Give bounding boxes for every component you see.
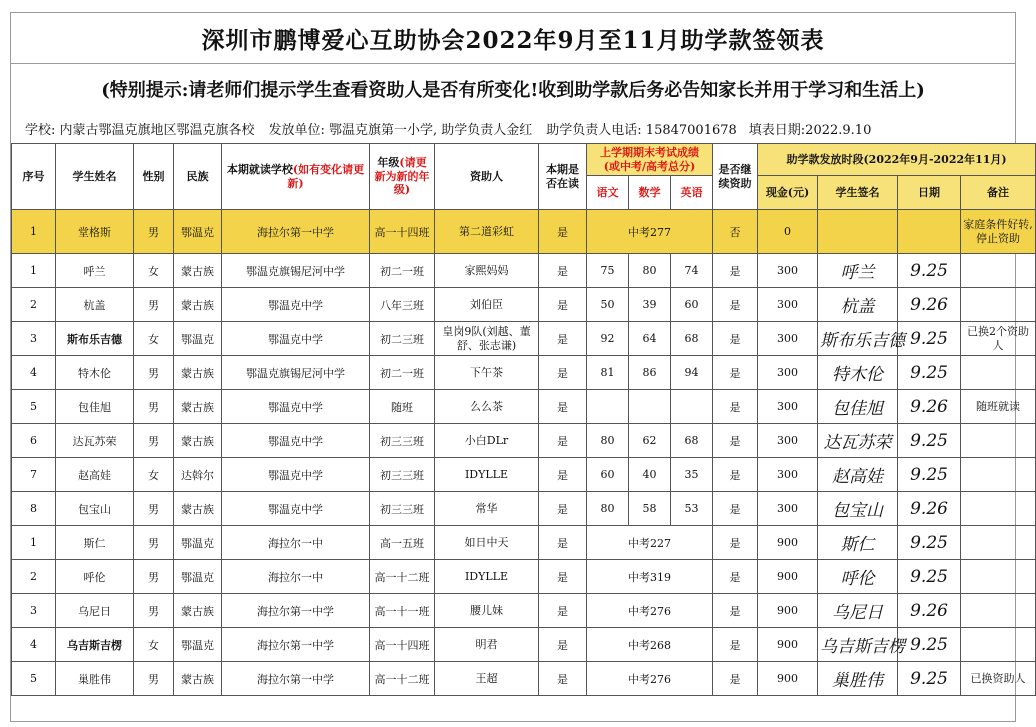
cell-score-total: 中考268 bbox=[587, 628, 713, 662]
cell-continue: 是 bbox=[713, 288, 758, 322]
cell-school: 海拉尔一中 bbox=[222, 526, 370, 560]
cell-school: 海拉尔一中 bbox=[222, 560, 370, 594]
cell-ethnic: 蒙古族 bbox=[174, 356, 222, 390]
sign-sheet bbox=[10, 12, 1033, 722]
cell-name: 特木伦 bbox=[56, 356, 134, 390]
cell-enrolled: 是 bbox=[539, 628, 587, 662]
cell-seq: 3 bbox=[12, 322, 56, 356]
cell-grade: 随班 bbox=[370, 390, 435, 424]
cell-ethnic: 鄂温克 bbox=[174, 560, 222, 594]
notice-row bbox=[11, 69, 1015, 109]
cell-continue: 是 bbox=[713, 560, 758, 594]
cell-signature: 呼伦 bbox=[818, 560, 898, 594]
cell-sponsor: 家熙妈妈 bbox=[435, 254, 539, 288]
cell-ethnic: 蒙古族 bbox=[174, 288, 222, 322]
cell-continue: 是 bbox=[713, 594, 758, 628]
cell-continue: 是 bbox=[713, 526, 758, 560]
cell-score-english: 53 bbox=[671, 492, 713, 526]
cell-remark: 随班就读 bbox=[961, 390, 1036, 424]
cell-remark: 已换资助人 bbox=[961, 662, 1036, 696]
cell-score-english: 35 bbox=[671, 458, 713, 492]
cell-continue: 否 bbox=[713, 210, 758, 254]
cell-grade: 初二一班 bbox=[370, 356, 435, 390]
cell-name: 包宝山 bbox=[56, 492, 134, 526]
cell-school: 鄂温克旗锡尼河中学 bbox=[222, 254, 370, 288]
cell-score-total: 中考277 bbox=[587, 210, 713, 254]
cell-score-math: 64 bbox=[629, 322, 671, 356]
cell-sign-date: 9.25 bbox=[898, 628, 961, 662]
cell-sponsor: 刘伯臣 bbox=[435, 288, 539, 322]
cell-remark bbox=[961, 526, 1036, 560]
cell-sign-date: 9.26 bbox=[898, 390, 961, 424]
cell-gender: 男 bbox=[134, 390, 174, 424]
cell-name: 堂格斯 bbox=[56, 210, 134, 254]
school-info: 学校: 内蒙古鄂温克旗地区鄂温克旗各校 bbox=[25, 122, 255, 138]
cell-seq: 2 bbox=[12, 288, 56, 322]
cell-score-english: 68 bbox=[671, 424, 713, 458]
student-table bbox=[11, 143, 1036, 696]
cell-continue: 是 bbox=[713, 390, 758, 424]
header-remark: 备注 bbox=[961, 176, 1036, 210]
cell-remark bbox=[961, 628, 1036, 662]
cell-cash: 900 bbox=[758, 662, 818, 696]
cell-gender: 男 bbox=[134, 560, 174, 594]
cell-sponsor: IDYLLE bbox=[435, 458, 539, 492]
cell-gender: 男 bbox=[134, 210, 174, 254]
cell-enrolled: 是 bbox=[539, 210, 587, 254]
cell-cash: 300 bbox=[758, 492, 818, 526]
cell-school: 海拉尔第一中学 bbox=[222, 662, 370, 696]
cell-cash: 900 bbox=[758, 628, 818, 662]
cell-grade: 初二一班 bbox=[370, 254, 435, 288]
cell-school: 鄂温克中学 bbox=[222, 458, 370, 492]
cell-ethnic: 鄂温克 bbox=[174, 526, 222, 560]
cell-ethnic: 蒙古族 bbox=[174, 492, 222, 526]
cell-cash: 900 bbox=[758, 526, 818, 560]
cell-score-chinese: 60 bbox=[587, 458, 629, 492]
cell-enrolled: 是 bbox=[539, 492, 587, 526]
cell-sponsor: 皇岗9队(刘越、董舒、张志谦) bbox=[435, 322, 539, 356]
cell-enrolled: 是 bbox=[539, 594, 587, 628]
header-school-note: (如有变化请更新) bbox=[287, 162, 365, 190]
cell-name: 呼兰 bbox=[56, 254, 134, 288]
cell-ethnic: 蒙古族 bbox=[174, 424, 222, 458]
cell-seq: 1 bbox=[12, 526, 56, 560]
cell-score-total: 中考276 bbox=[587, 594, 713, 628]
cell-sponsor: 下午茶 bbox=[435, 356, 539, 390]
cell-seq: 4 bbox=[12, 628, 56, 662]
cell-ethnic: 鄂温克 bbox=[174, 210, 222, 254]
cell-enrolled: 是 bbox=[539, 424, 587, 458]
cell-ethnic: 蒙古族 bbox=[174, 390, 222, 424]
cell-ethnic: 蒙古族 bbox=[174, 594, 222, 628]
cell-remark bbox=[961, 288, 1036, 322]
cell-grade: 初三三班 bbox=[370, 424, 435, 458]
header-scores bbox=[587, 144, 713, 176]
cell-school: 海拉尔第一中学 bbox=[222, 628, 370, 662]
cell-sponsor: 常华 bbox=[435, 492, 539, 526]
cell-name: 斯布乐吉德 bbox=[56, 322, 134, 356]
cell-name: 达瓦苏荣 bbox=[56, 424, 134, 458]
cell-remark bbox=[961, 560, 1036, 594]
cell-seq: 4 bbox=[12, 356, 56, 390]
header-signature: 学生签名 bbox=[818, 176, 898, 210]
header-grade bbox=[370, 144, 435, 210]
cell-enrolled: 是 bbox=[539, 458, 587, 492]
cell-seq: 1 bbox=[12, 254, 56, 288]
cell-cash: 300 bbox=[758, 254, 818, 288]
cell-gender: 男 bbox=[134, 424, 174, 458]
cell-sign-date: 9.25 bbox=[898, 356, 961, 390]
table-row bbox=[12, 628, 1036, 662]
cell-sponsor: 明君 bbox=[435, 628, 539, 662]
table-row bbox=[12, 390, 1036, 424]
header-period: 助学款发放时段(2022年9月-2022年11月) bbox=[758, 144, 1036, 176]
cell-seq: 6 bbox=[12, 424, 56, 458]
cell-name: 乌尼日 bbox=[56, 594, 134, 628]
cell-cash: 300 bbox=[758, 288, 818, 322]
special-notice: (特别提示:请老师们提示学生查看资助人是否有所变化!收到助学款后务必告知家长并用于学习和生活上) bbox=[101, 80, 925, 101]
table-row bbox=[12, 356, 1036, 390]
cell-grade: 初二三班 bbox=[370, 322, 435, 356]
cell-seq: 5 bbox=[12, 662, 56, 696]
cell-seq: 5 bbox=[12, 390, 56, 424]
cell-sponsor: 如日中天 bbox=[435, 526, 539, 560]
header-cash: 现金(元) bbox=[758, 176, 818, 210]
cell-seq: 1 bbox=[12, 210, 56, 254]
cell-signature: 包宝山 bbox=[818, 492, 898, 526]
cell-continue: 是 bbox=[713, 492, 758, 526]
cell-score-math: 40 bbox=[629, 458, 671, 492]
header-scores-note: (或中考/高考总分) bbox=[603, 159, 696, 173]
cell-sign-date: 9.26 bbox=[898, 288, 961, 322]
cell-grade: 高一十四班 bbox=[370, 628, 435, 662]
cell-score-chinese: 80 bbox=[587, 424, 629, 458]
cell-remark bbox=[961, 356, 1036, 390]
cell-score-english: 74 bbox=[671, 254, 713, 288]
issuer-info: 发放单位: 鄂温克旗第一小学, 助学负责人金红 bbox=[268, 122, 533, 138]
cell-sponsor: 么么茶 bbox=[435, 390, 539, 424]
header-name: 学生姓名 bbox=[56, 144, 134, 210]
cell-continue: 是 bbox=[713, 458, 758, 492]
cell-score-english bbox=[671, 390, 713, 424]
header-english: 英语 bbox=[671, 176, 713, 210]
table-row bbox=[12, 322, 1036, 356]
cell-ethnic: 蒙古族 bbox=[174, 662, 222, 696]
cell-score-math: 80 bbox=[629, 254, 671, 288]
cell-grade: 高一十四班 bbox=[370, 210, 435, 254]
cell-score-chinese: 80 bbox=[587, 492, 629, 526]
cell-gender: 女 bbox=[134, 628, 174, 662]
cell-cash: 300 bbox=[758, 390, 818, 424]
cell-gender: 男 bbox=[134, 356, 174, 390]
cell-seq: 2 bbox=[12, 560, 56, 594]
cell-continue: 是 bbox=[713, 254, 758, 288]
cell-gender: 男 bbox=[134, 662, 174, 696]
cell-signature: 包佳旭 bbox=[818, 390, 898, 424]
cell-sponsor: 王超 bbox=[435, 662, 539, 696]
cell-cash: 300 bbox=[758, 458, 818, 492]
cell-remark bbox=[961, 254, 1036, 288]
cell-score-total: 中考319 bbox=[587, 560, 713, 594]
cell-sponsor: 腰儿妹 bbox=[435, 594, 539, 628]
page-title: 深圳市鹏博爱心互助协会2022年9月至11月助学款签领表 bbox=[201, 26, 825, 54]
cell-name: 巢胜伟 bbox=[56, 662, 134, 696]
cell-gender: 男 bbox=[134, 492, 174, 526]
cell-signature: 巢胜伟 bbox=[818, 662, 898, 696]
header-school bbox=[222, 144, 370, 210]
cell-score-chinese: 81 bbox=[587, 356, 629, 390]
cell-remark bbox=[961, 424, 1036, 458]
cell-enrolled: 是 bbox=[539, 254, 587, 288]
cell-grade: 初三三班 bbox=[370, 458, 435, 492]
table-row bbox=[12, 594, 1036, 628]
cell-enrolled: 是 bbox=[539, 526, 587, 560]
cell-continue: 是 bbox=[713, 628, 758, 662]
cell-signature: 杭盖 bbox=[818, 288, 898, 322]
cell-signature bbox=[818, 210, 898, 254]
cell-score-chinese bbox=[587, 390, 629, 424]
cell-school: 鄂温克中学 bbox=[222, 288, 370, 322]
header-seq: 序号 bbox=[12, 144, 56, 210]
table-row bbox=[12, 210, 1036, 254]
cell-score-english: 94 bbox=[671, 356, 713, 390]
cell-signature: 乌尼日 bbox=[818, 594, 898, 628]
cell-seq: 7 bbox=[12, 458, 56, 492]
cell-sign-date bbox=[898, 210, 961, 254]
cell-score-math: 62 bbox=[629, 424, 671, 458]
table-row bbox=[12, 458, 1036, 492]
cell-name: 赵高娃 bbox=[56, 458, 134, 492]
cell-remark bbox=[961, 594, 1036, 628]
cell-gender: 女 bbox=[134, 254, 174, 288]
cell-signature: 呼兰 bbox=[818, 254, 898, 288]
cell-sign-date: 9.25 bbox=[898, 458, 961, 492]
cell-score-math bbox=[629, 390, 671, 424]
cell-sponsor: IDYLLE bbox=[435, 560, 539, 594]
cell-cash: 300 bbox=[758, 322, 818, 356]
cell-remark bbox=[961, 458, 1036, 492]
cell-continue: 是 bbox=[713, 322, 758, 356]
cell-cash: 900 bbox=[758, 594, 818, 628]
cell-score-total: 中考227 bbox=[587, 526, 713, 560]
table-row bbox=[12, 560, 1036, 594]
cell-sign-date: 9.25 bbox=[898, 662, 961, 696]
cell-enrolled: 是 bbox=[539, 662, 587, 696]
cell-school: 鄂温克中学 bbox=[222, 390, 370, 424]
table-row bbox=[12, 526, 1036, 560]
header-ethnic: 民族 bbox=[174, 144, 222, 210]
cell-cash: 0 bbox=[758, 210, 818, 254]
table-row bbox=[12, 662, 1036, 696]
cell-gender: 女 bbox=[134, 322, 174, 356]
table-row bbox=[12, 424, 1036, 458]
cell-gender: 男 bbox=[134, 594, 174, 628]
cell-signature: 斯仁 bbox=[818, 526, 898, 560]
cell-grade: 八年三班 bbox=[370, 288, 435, 322]
cell-gender: 男 bbox=[134, 526, 174, 560]
header-math: 数学 bbox=[629, 176, 671, 210]
cell-school: 海拉尔第一中学 bbox=[222, 594, 370, 628]
cell-ethnic: 达斡尔 bbox=[174, 458, 222, 492]
phone-info: 助学负责人电话: 15847001678 bbox=[546, 122, 737, 138]
cell-sign-date: 9.25 bbox=[898, 526, 961, 560]
title-row bbox=[11, 13, 1015, 64]
cell-remark: 家庭条件好转,停止资助 bbox=[961, 210, 1036, 254]
cell-enrolled: 是 bbox=[539, 560, 587, 594]
cell-ethnic: 鄂温克 bbox=[174, 628, 222, 662]
header-date: 日期 bbox=[898, 176, 961, 210]
cell-sign-date: 9.26 bbox=[898, 492, 961, 526]
cell-signature: 斯布乐吉德 bbox=[818, 322, 898, 356]
cell-score-chinese: 50 bbox=[587, 288, 629, 322]
cell-sign-date: 9.25 bbox=[898, 254, 961, 288]
fill-date: 填表日期:2022.9.10 bbox=[748, 122, 872, 138]
cell-cash: 300 bbox=[758, 356, 818, 390]
cell-sign-date: 9.26 bbox=[898, 594, 961, 628]
cell-signature: 赵高娃 bbox=[818, 458, 898, 492]
cell-ethnic: 蒙古族 bbox=[174, 254, 222, 288]
cell-signature: 乌吉斯吉楞 bbox=[818, 628, 898, 662]
header-scores-main: 上学期期末考试成绩 bbox=[600, 145, 700, 159]
cell-sign-date: 9.25 bbox=[898, 424, 961, 458]
cell-school: 鄂温克中学 bbox=[222, 424, 370, 458]
cell-name: 包佳旭 bbox=[56, 390, 134, 424]
cell-score-math: 86 bbox=[629, 356, 671, 390]
cell-enrolled: 是 bbox=[539, 390, 587, 424]
cell-grade: 高一十二班 bbox=[370, 560, 435, 594]
cell-cash: 300 bbox=[758, 424, 818, 458]
cell-score-math: 39 bbox=[629, 288, 671, 322]
cell-name: 斯仁 bbox=[56, 526, 134, 560]
cell-signature: 达瓦苏荣 bbox=[818, 424, 898, 458]
table-row bbox=[12, 254, 1036, 288]
cell-name: 呼伦 bbox=[56, 560, 134, 594]
header-grade-note: (请更新为新的年级) bbox=[374, 155, 430, 197]
header-row-1 bbox=[12, 144, 1036, 176]
cell-grade: 高一十二班 bbox=[370, 662, 435, 696]
cell-score-chinese: 92 bbox=[587, 322, 629, 356]
cell-sponsor: 小白DLr bbox=[435, 424, 539, 458]
cell-score-english: 68 bbox=[671, 322, 713, 356]
cell-gender: 女 bbox=[134, 458, 174, 492]
cell-ethnic: 鄂温克 bbox=[174, 322, 222, 356]
cell-enrolled: 是 bbox=[539, 322, 587, 356]
header-chinese: 语文 bbox=[587, 176, 629, 210]
cell-score-total: 中考276 bbox=[587, 662, 713, 696]
table-row bbox=[12, 288, 1036, 322]
cell-cash: 900 bbox=[758, 560, 818, 594]
cell-remark: 已换2个资助人 bbox=[961, 322, 1036, 356]
cell-continue: 是 bbox=[713, 424, 758, 458]
cell-school: 鄂温克中学 bbox=[222, 492, 370, 526]
cell-grade: 初三三班 bbox=[370, 492, 435, 526]
cell-sign-date: 9.25 bbox=[898, 322, 961, 356]
cell-gender: 男 bbox=[134, 288, 174, 322]
table-row bbox=[12, 492, 1036, 526]
cell-seq: 8 bbox=[12, 492, 56, 526]
cell-school: 鄂温克旗锡尼河中学 bbox=[222, 356, 370, 390]
cell-grade: 高一十一班 bbox=[370, 594, 435, 628]
cell-sign-date: 9.25 bbox=[898, 560, 961, 594]
cell-score-english: 60 bbox=[671, 288, 713, 322]
cell-seq: 3 bbox=[12, 594, 56, 628]
header-grade-main: 年级 bbox=[377, 155, 400, 169]
cell-enrolled: 是 bbox=[539, 288, 587, 322]
cell-name: 乌吉斯吉楞 bbox=[56, 628, 134, 662]
header-school-main: 本期就读学校 bbox=[226, 162, 293, 176]
header-continue: 是否继续资助 bbox=[713, 144, 758, 210]
cell-continue: 是 bbox=[713, 356, 758, 390]
info-row bbox=[11, 113, 1015, 143]
cell-continue: 是 bbox=[713, 662, 758, 696]
header-sponsor: 资助人 bbox=[435, 144, 539, 210]
cell-school: 鄂温克中学 bbox=[222, 322, 370, 356]
cell-score-math: 58 bbox=[629, 492, 671, 526]
cell-remark bbox=[961, 492, 1036, 526]
cell-grade: 高一五班 bbox=[370, 526, 435, 560]
cell-name: 杭盖 bbox=[56, 288, 134, 322]
header-gender: 性别 bbox=[134, 144, 174, 210]
header-in-school: 本期是否在读 bbox=[539, 144, 587, 210]
cell-school: 海拉尔第一中学 bbox=[222, 210, 370, 254]
cell-score-chinese: 75 bbox=[587, 254, 629, 288]
cell-sponsor: 第二道彩虹 bbox=[435, 210, 539, 254]
cell-signature: 特木伦 bbox=[818, 356, 898, 390]
cell-enrolled: 是 bbox=[539, 356, 587, 390]
